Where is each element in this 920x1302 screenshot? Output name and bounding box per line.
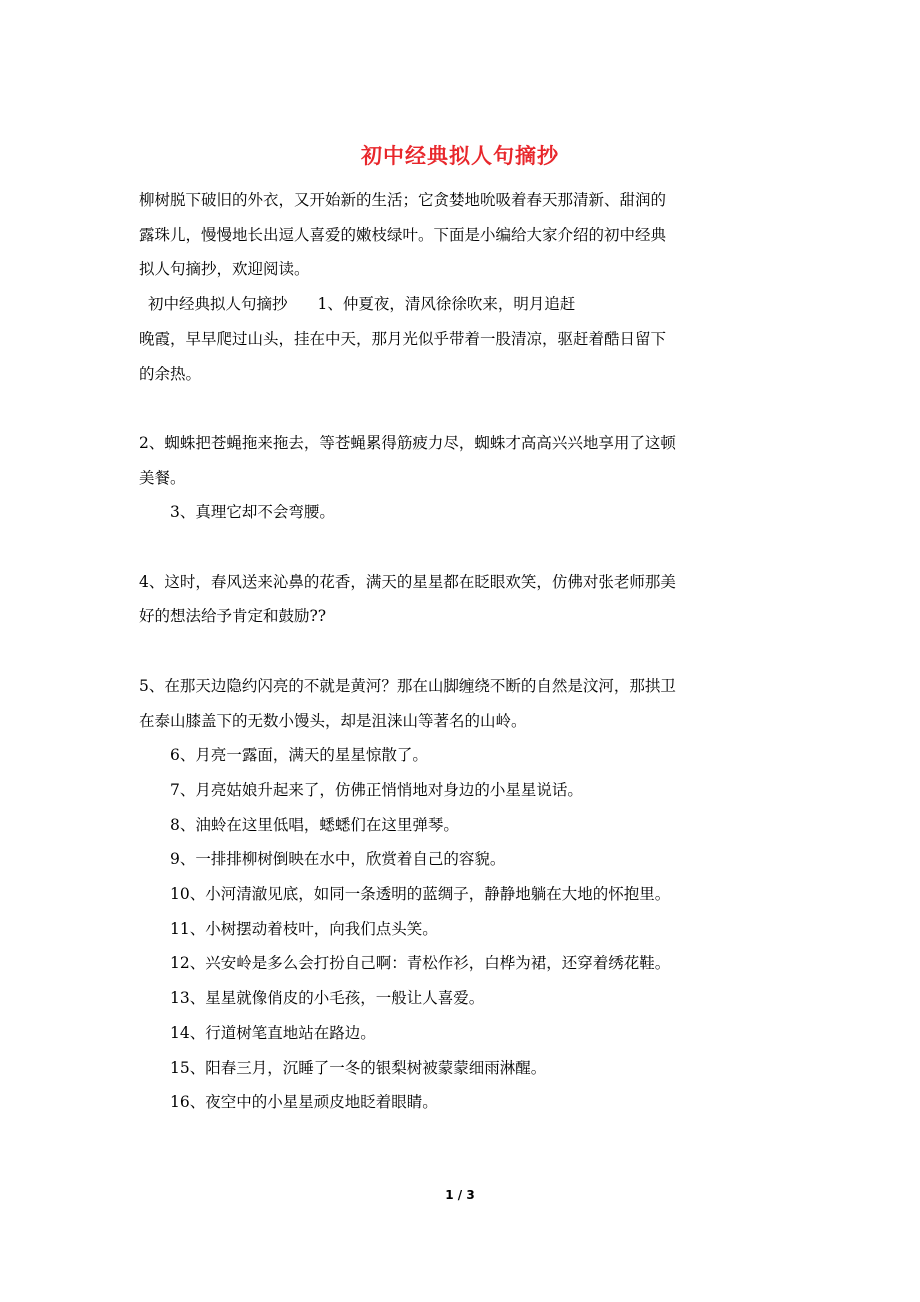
- document-body: [139, 183, 785, 1120]
- intro-line: 柳树脱下破旧的外衣，又开始新的生活；它贪婪地吮吸着春天那清新、甜润的: [139, 191, 667, 209]
- item-5-line: 在泰山膝盖下的无数小馒头，却是沮涞山等著名的山岭。: [139, 711, 527, 730]
- intro-line: 拟人句摘抄，欢迎阅读。: [139, 260, 310, 279]
- item-1-continuation: 的余热。: [139, 364, 202, 383]
- list-item: 11、小树摆动着枝叶，向我们点头笑。: [170, 919, 438, 938]
- document-title: 初中经典拟人句摘抄: [361, 143, 559, 168]
- list-item: 12、兴安岭是多么会打扮自己啊：青松作衫，白桦为裙，还穿着绣花鞋。: [170, 954, 671, 973]
- section-heading-line: [139, 287, 785, 322]
- paragraph-gap: [139, 530, 785, 565]
- list-item: 7、月亮姑娘升起来了，仿佛正悄悄地对身边的小星星说话。: [170, 780, 583, 799]
- item-1-continuation: 晚霞，早早爬过山头，挂在中天，那月光似乎带着一股清凉，驱赶着酷日留下: [139, 329, 667, 348]
- paragraph-gap: [139, 391, 785, 426]
- intro-line: 露珠儿，慢慢地长出逗人喜爱的嫩枝绿叶。下面是小编给大家介绍的初中经典: [139, 225, 667, 244]
- page-number: 1 / 3: [445, 1188, 475, 1202]
- item-3: 3、真理它却不会弯腰。: [170, 503, 335, 522]
- list-item: 16、夜空中的小星星顽皮地眨着眼睛。: [170, 1093, 438, 1112]
- section-heading: 初中经典拟人句摘抄: [148, 295, 288, 314]
- list-item: 6、月亮一露面，满天的星星惊散了。: [170, 746, 428, 765]
- list-item: 14、行道树笔直地站在路边。: [170, 1023, 376, 1042]
- list-item: 10、小河清澈见底，如同一条透明的蓝绸子，静静地躺在大地的怀抱里。: [170, 885, 671, 904]
- item-4-line: 4、这时，春风送来沁鼻的花香，满天的星星都在眨眼欢笑，仿佛对张老师那美: [139, 572, 676, 591]
- paragraph-gap: [139, 634, 785, 669]
- list-item: 15、阳春三月，沉睡了一冬的银梨树被蒙蒙细雨淋醒。: [170, 1058, 547, 1077]
- item-2-line: 2、蜘蛛把苍蝇拖来拖去，等苍蝇累得筋疲力尽，蜘蛛才高高兴兴地享用了这顿: [139, 433, 676, 452]
- list-item: 8、油蛉在这里低唱，蟋蟋们在这里弹琴。: [170, 815, 459, 834]
- item-2-line: 美餐。: [139, 468, 186, 487]
- item-5-line: 5、在那天边隐约闪亮的不就是黄河？那在山脚缠绕不断的自然是汶河，那拱卫: [139, 676, 676, 695]
- list-item: 13、星星就像俏皮的小毛孩，一般让人喜爱。: [170, 989, 485, 1008]
- list-item: 9、一排排柳树倒映在水中，欣赏着自己的容貌。: [170, 850, 506, 869]
- item-4-line: 好的想法给予肯定和鼓励??: [139, 607, 327, 626]
- item-1-text: 1、仲夏夜，清风徐徐吹来，明月追赶: [317, 295, 576, 314]
